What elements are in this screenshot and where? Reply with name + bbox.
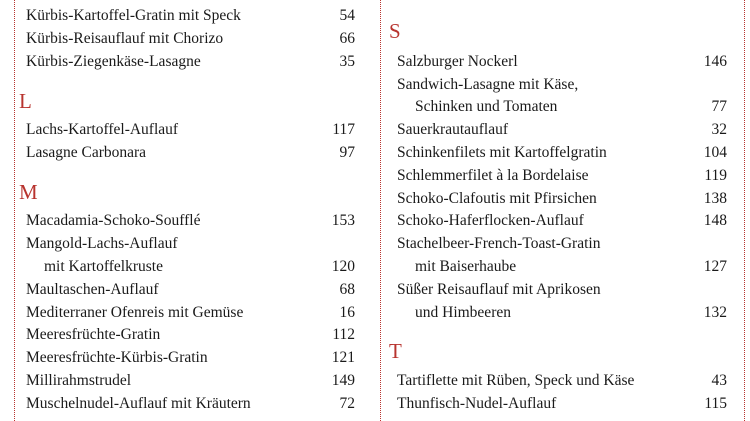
index-entry-page: 35 — [339, 53, 355, 70]
index-entry-page: 146 — [703, 53, 727, 70]
index-entry-page: 117 — [332, 121, 355, 138]
index-entry-page: 43 — [711, 372, 727, 389]
index-entry-page: 115 — [704, 395, 727, 412]
index-entry-title: Stachelbeer-French-Toast-Gratin — [397, 235, 601, 252]
index-entry-title: Schoko-Haferflocken-Auflauf — [397, 212, 584, 229]
index-entry-page: 54 — [339, 7, 355, 24]
index-entry-title: Sandwich-Lasagne mit Käse, — [397, 76, 579, 93]
index-entry-title: Macadamia-Schoko-Soufflé — [26, 212, 201, 229]
index-entry-title: Kürbis-Ziegenkäse-Lasagne — [26, 53, 201, 70]
index-entry-title: Muschelnudel-Auflauf mit Kräutern — [26, 395, 251, 412]
section-letter-t: T — [389, 339, 402, 363]
index-entry-title: Meeresfrüchte-Kürbis-Gratin — [26, 349, 208, 366]
index-entry-title: Kürbis-Kartoffel-Gratin mit Speck — [26, 7, 241, 24]
index-entry-title: Thunfisch-Nudel-Auflauf — [397, 395, 557, 412]
index-entry-title: Schlemmerfilet à la Bordelaise — [397, 167, 589, 184]
index-entry-page: 149 — [331, 372, 355, 389]
index-entry-title: Lachs-Kartoffel-Auflauf — [26, 121, 179, 138]
index-entry-title: Lasagne Carbonara — [26, 144, 147, 161]
index-entry-title: Mangold-Lachs-Auflauf — [26, 235, 178, 252]
index-entry-page: 68 — [339, 281, 355, 298]
index-entry-continuation: mit Baiserhaube — [415, 258, 517, 275]
index-entry-title: Mediterraner Ofenreis mit Gemüse — [26, 304, 244, 321]
index-entry-page: 112 — [332, 326, 355, 343]
index-entry-page: 66 — [339, 30, 355, 47]
index-entry-page: 77 — [711, 98, 727, 115]
index-entry-page: 132 — [703, 304, 727, 321]
index-entry-page: 121 — [331, 349, 355, 366]
index-entry-title: Schinkenfilets mit Kartoffelgratin — [397, 144, 607, 161]
index-entry-page: 120 — [331, 258, 355, 275]
index-entry-page: 153 — [331, 212, 355, 229]
index-entry-continuation: Schinken und Tomaten — [415, 98, 558, 115]
index-entry-title: Salzburger Nockerl — [397, 53, 518, 70]
index-entry-title: Millirahmstrudel — [26, 372, 132, 389]
index-entry-page: 32 — [711, 121, 727, 138]
right-dotted-rule — [744, 0, 745, 421]
index-entry-title: Tartiflette mit Rüben, Speck und Käse — [397, 372, 635, 389]
section-letter-l: L — [19, 89, 32, 113]
index-entry-page: 97 — [339, 144, 355, 161]
section-letter-m: M — [19, 180, 38, 204]
index-entry-page: 72 — [339, 395, 355, 412]
index-entry-page: 16 — [339, 304, 355, 321]
index-entry-title: Schoko-Clafoutis mit Pfirsichen — [397, 190, 597, 207]
index-entry-page: 138 — [703, 190, 727, 207]
index-entry-page: 119 — [704, 167, 727, 184]
index-entry-title: Meeresfrüchte-Gratin — [26, 326, 161, 343]
index-entry-continuation: und Himbeeren — [415, 304, 511, 321]
index-entry-title: Sauerkrautauflauf — [397, 121, 509, 138]
index-entry-title: Kürbis-Reisauflauf mit Chorizo — [26, 30, 224, 47]
index-entry-page: 148 — [703, 212, 727, 229]
index-entry-page: 104 — [703, 144, 727, 161]
index-entry-continuation: mit Kartoffelkruste — [44, 258, 163, 275]
left-dotted-rule — [14, 0, 15, 421]
middle-dotted-rule — [380, 0, 381, 421]
section-letter-s: S — [389, 19, 401, 43]
index-entry-title: Süßer Reisauflauf mit Aprikosen — [397, 281, 601, 298]
index-entry-title: Maultaschen-Auflauf — [26, 281, 159, 298]
index-entry-page: 127 — [703, 258, 727, 275]
